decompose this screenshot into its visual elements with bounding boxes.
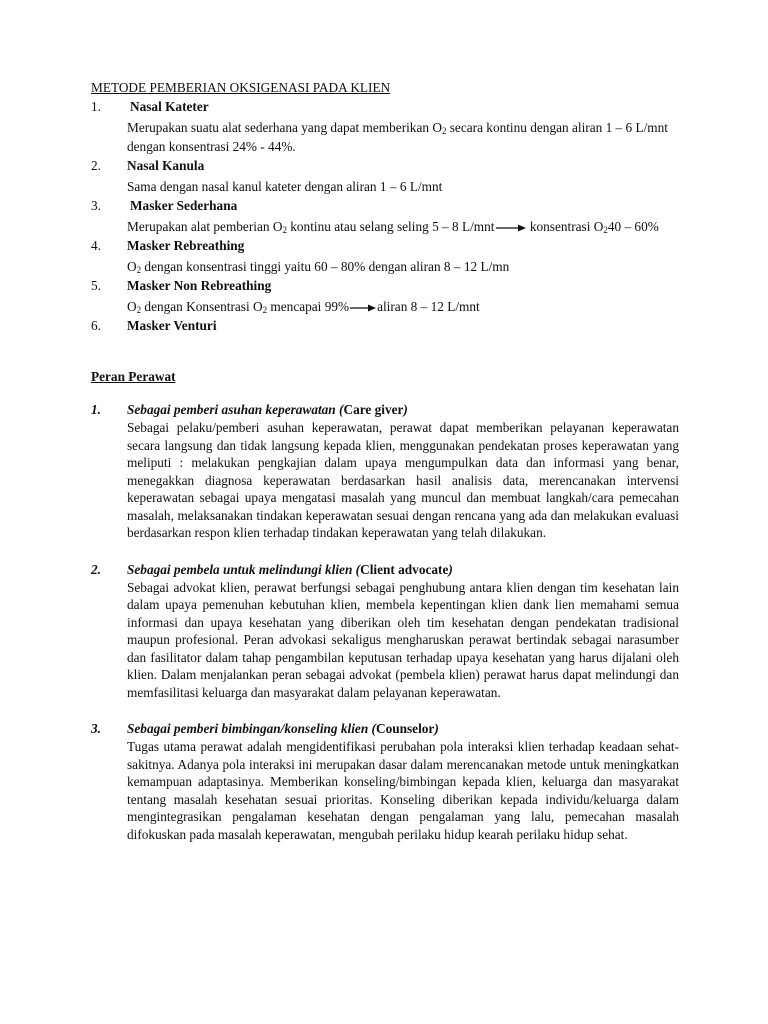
desc-text: O [127, 259, 137, 274]
role-body: Sebagai advokat klien, perawat berfungsi sebagai penghubung antara klien dengan tim kesehatan lain dalam upaya pemenuhan kebutuhan klien, membela kepentingan klien dank lien memahami semua informasi dan upaya kesehatan yang diberikan oleh tim kesehatan dengan pendekatan tradisional maupun profesional. Peran advokasi sekaligus mengharuskan perawat bertindak sebagai narasumber dan fasilitator dalam tahap pengambilan keputusan terhadap upaya kesehatan yang harus dijalani oleh klien. Dalam menjalankan peran sebagai advokat (pembela klien) perawat harus dapat melindungi dan memfasilitasi keluarga dan masyarakat dalam pelayanan keperawatan. [127, 579, 679, 700]
method-heading: Nasal Kanula [127, 158, 205, 173]
role-heading-close: ) [403, 402, 408, 417]
role-heading-italic: Sebagai pemberi bimbingan/konseling klien ( [127, 721, 376, 736]
method-number: 2. [91, 158, 101, 173]
role-item [91, 560, 679, 702]
methods-list [91, 97, 679, 335]
subscript: 2 [441, 126, 447, 136]
roles-list [91, 400, 679, 843]
method-description [91, 217, 679, 236]
method-number: 5. [91, 278, 101, 293]
method-item [91, 276, 679, 316]
method-number: 6. [91, 318, 101, 333]
role-heading [127, 560, 679, 579]
role-heading [127, 719, 679, 738]
role-heading-english: Counselor [375, 721, 435, 736]
desc-text: kontinu atau selang seling 5 – 8 L/mnt [286, 219, 495, 234]
desc-text: secara kontinu dengan aliran 1 – 6 L/mnt dengan konsentrasi 24% - 44%. [127, 120, 668, 154]
role-number: 2. [91, 561, 101, 577]
method-number: 3. [91, 198, 101, 213]
desc-text: O [127, 299, 137, 314]
role-heading-english: Client advocate [360, 561, 449, 577]
method-description [91, 118, 679, 156]
method-number: 1. [91, 99, 101, 114]
document-page [91, 78, 679, 843]
method-item [91, 196, 679, 236]
method-heading: Nasal Kateter [130, 99, 209, 114]
role-item [91, 719, 679, 843]
method-item [91, 316, 679, 335]
role-heading [127, 400, 679, 419]
desc-text: dengan Konsentrasi O [141, 299, 263, 314]
roles-title: Peran Perawat [91, 369, 176, 384]
role-heading-english: Care giver [343, 402, 404, 417]
method-number: 4. [91, 238, 101, 253]
role-heading-italic: Sebagai pembela untuk melindungi klien ( [127, 561, 361, 577]
subscript: 2 [136, 265, 142, 275]
desc-text: Merupakan suatu alat sederhana yang dapat memberikan O [127, 120, 442, 135]
subscript: 2 [136, 305, 142, 315]
method-heading: Masker Sederhana [130, 198, 238, 213]
method-item [91, 236, 679, 276]
desc-text: dengan konsentrasi tinggi yaitu 60 – 80% dengan aliran 8 – 12 L/mn [141, 259, 510, 274]
method-heading: Masker Non Rebreathing [127, 278, 272, 293]
desc-text: Merupakan alat pemberian O [127, 219, 283, 234]
role-body: Sebagai pelaku/pemberi asuhan keperawatan, perawat dapat memberikan pelayanan keperawatan secara langsung dan tidak langsung kepada klien, menggunakan pendekatan proses keperawatan yang meliputi : melakukan pengkajian dalam upaya mengumpulkan data dan informasi yang benar, menegakkan diagnosa keperawatan berdasarkan hasil analisis data, merencanakan intervensi keperawatan sebagai upaya mengatasi masalah yang muncul dan membuat langkah/cara pemecahan masalah, melaksanakan tindakan keperawatan sesuai dengan rencana yang ada dan melakukan evaluasi berdasarkan respon klien terhadap tindakan keperawatan yang telah dilakukan. [127, 420, 679, 540]
role-heading-close: ) [434, 721, 439, 736]
arrow-right-icon [350, 304, 376, 312]
role-number: 1. [91, 402, 101, 417]
role-heading-close: ) [448, 561, 453, 577]
desc-text: mencapai 99% [267, 299, 350, 314]
method-description [91, 297, 679, 316]
desc-text: aliran 8 – 12 L/mnt [377, 299, 480, 314]
subscript: 2 [262, 305, 268, 315]
desc-text: 40 – 60% [607, 219, 659, 234]
role-heading-italic: Sebagai pemberi asuhan keperawatan ( [127, 402, 344, 417]
methods-title: METODE PEMBERIAN OKSIGENASI PADA KLIEN [91, 80, 391, 95]
method-heading: Masker Rebreathing [127, 238, 245, 253]
method-description: Sama dengan nasal kanul kateter dengan aliran 1 – 6 L/mnt [127, 179, 443, 194]
method-description [91, 257, 679, 276]
role-number: 3. [91, 721, 101, 736]
role-item [91, 400, 679, 542]
method-item [91, 156, 679, 196]
desc-text: konsentrasi O [526, 219, 604, 234]
role-body: Tugas utama perawat adalah mengidentifikasi perubahan pola interaksi klien terhadap keadaan sehat-sakitnya. Adanya pola interaksi ini merupakan dasar dalam merencanakan metode untuk meningkatkan kemampuan adaptasinya. Memberikan konseling/bimbingan kepada klien, keluarga dan masyarakat tentang masalah kesehatan sesuai prioritas. Konseling diberikan kepada individu/keluarga dalam mengintegrasikan pengalaman kesehatan dengan pengalaman yang lalu, pemecahan masalah difokuskan pada masalah keperawatan, mengubah perilaku hidup kearah perilaku hidup sehat. [127, 739, 679, 842]
arrow-right-icon [496, 224, 526, 232]
subscript: 2 [603, 225, 608, 235]
method-item [91, 97, 679, 156]
method-heading: Masker Venturi [127, 318, 217, 333]
subscript: 2 [282, 225, 287, 235]
